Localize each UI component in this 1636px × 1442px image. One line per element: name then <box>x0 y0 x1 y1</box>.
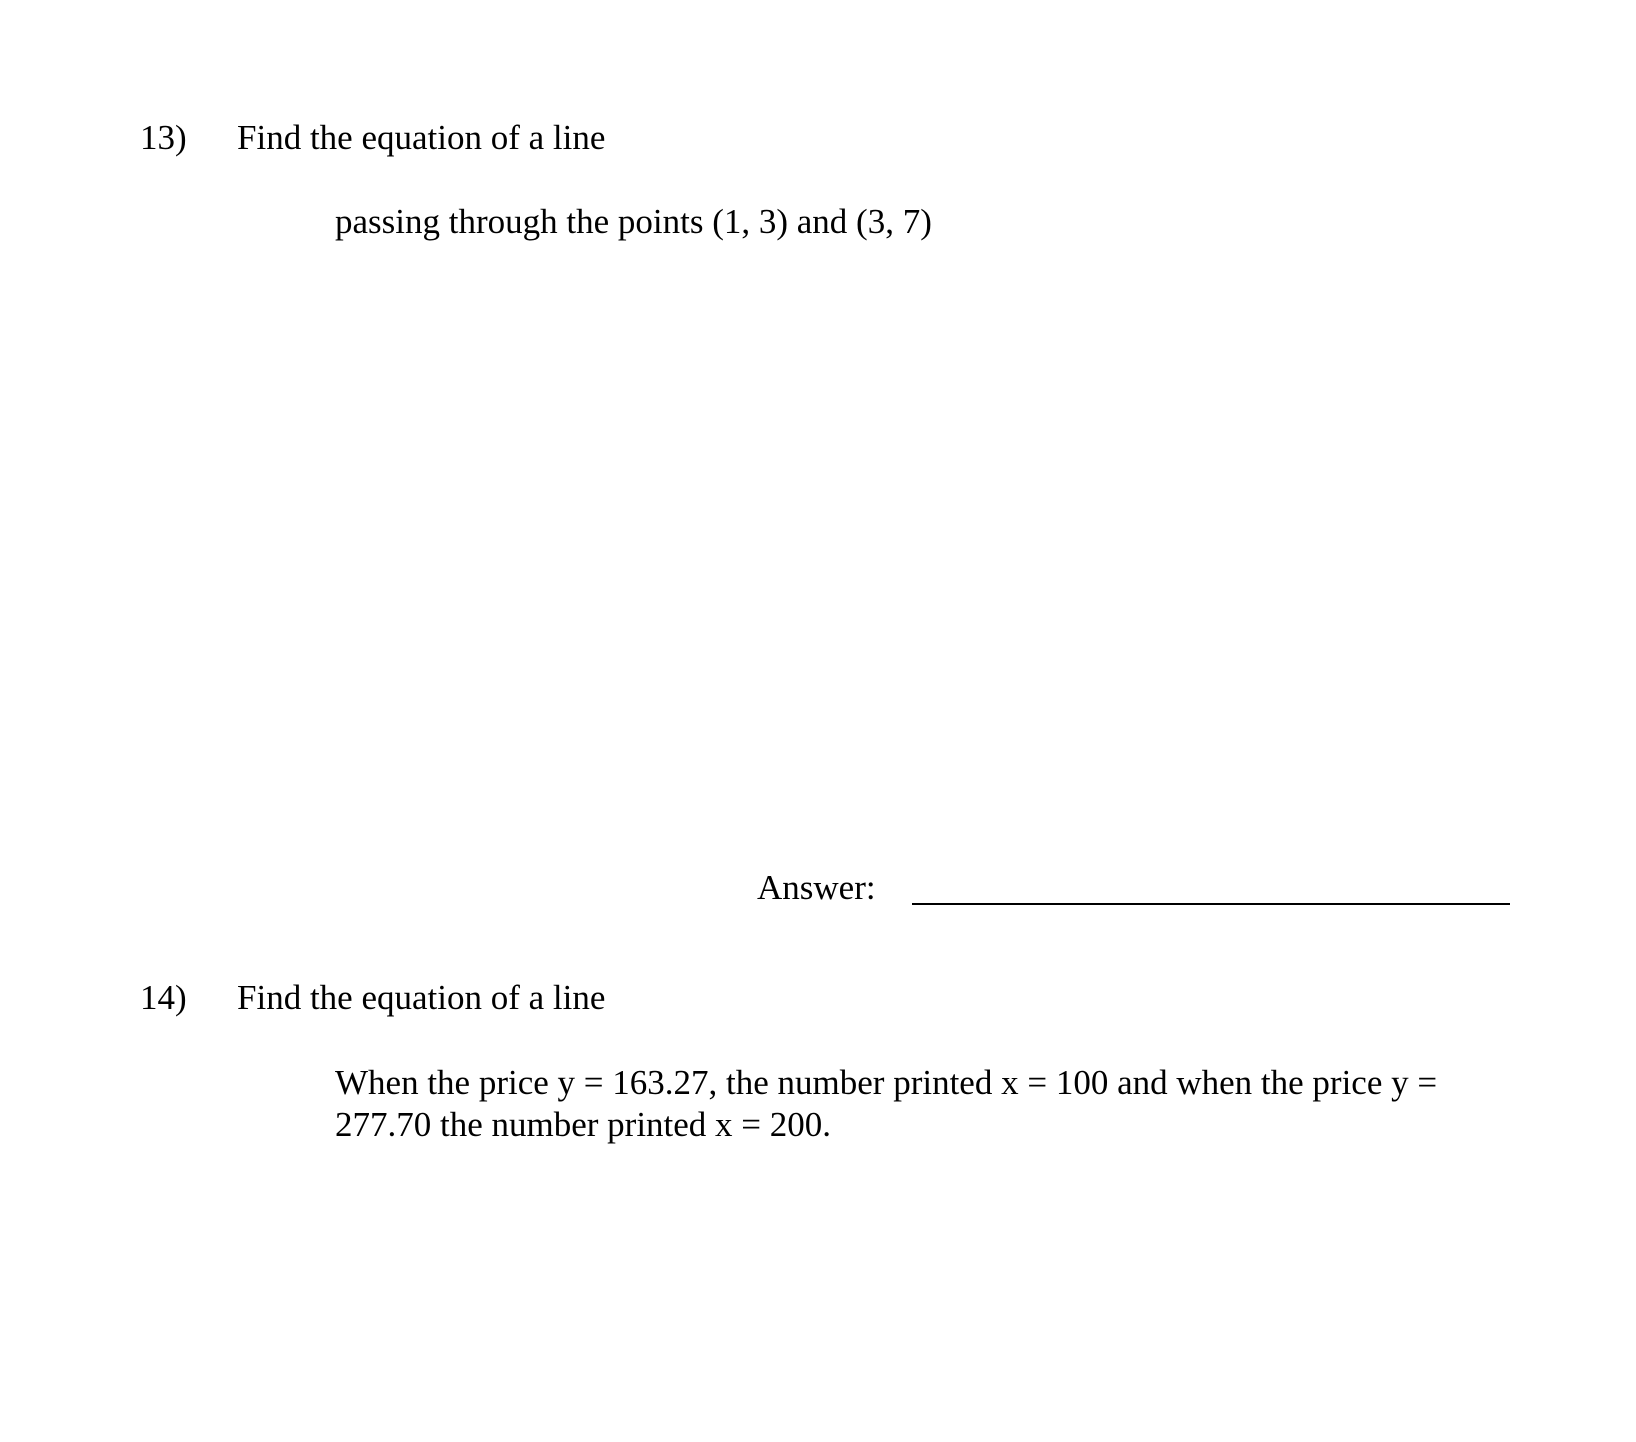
question-13-body: passing through the points (1, 3) and (3, 7) <box>335 202 932 241</box>
answer-line[interactable] <box>912 903 1510 905</box>
question-13-title: Find the equation of a line <box>237 118 606 157</box>
question-14-body: When the price y = 163.27, the number printed x = 100 and when the price y = 277.70 the number printed x = 200. <box>335 1063 1438 1144</box>
answer-label: Answer: <box>757 868 876 907</box>
question-13-number: 13) <box>140 118 187 157</box>
question-14-title: Find the equation of a line <box>237 978 606 1017</box>
question-14-number: 14) <box>140 978 187 1017</box>
